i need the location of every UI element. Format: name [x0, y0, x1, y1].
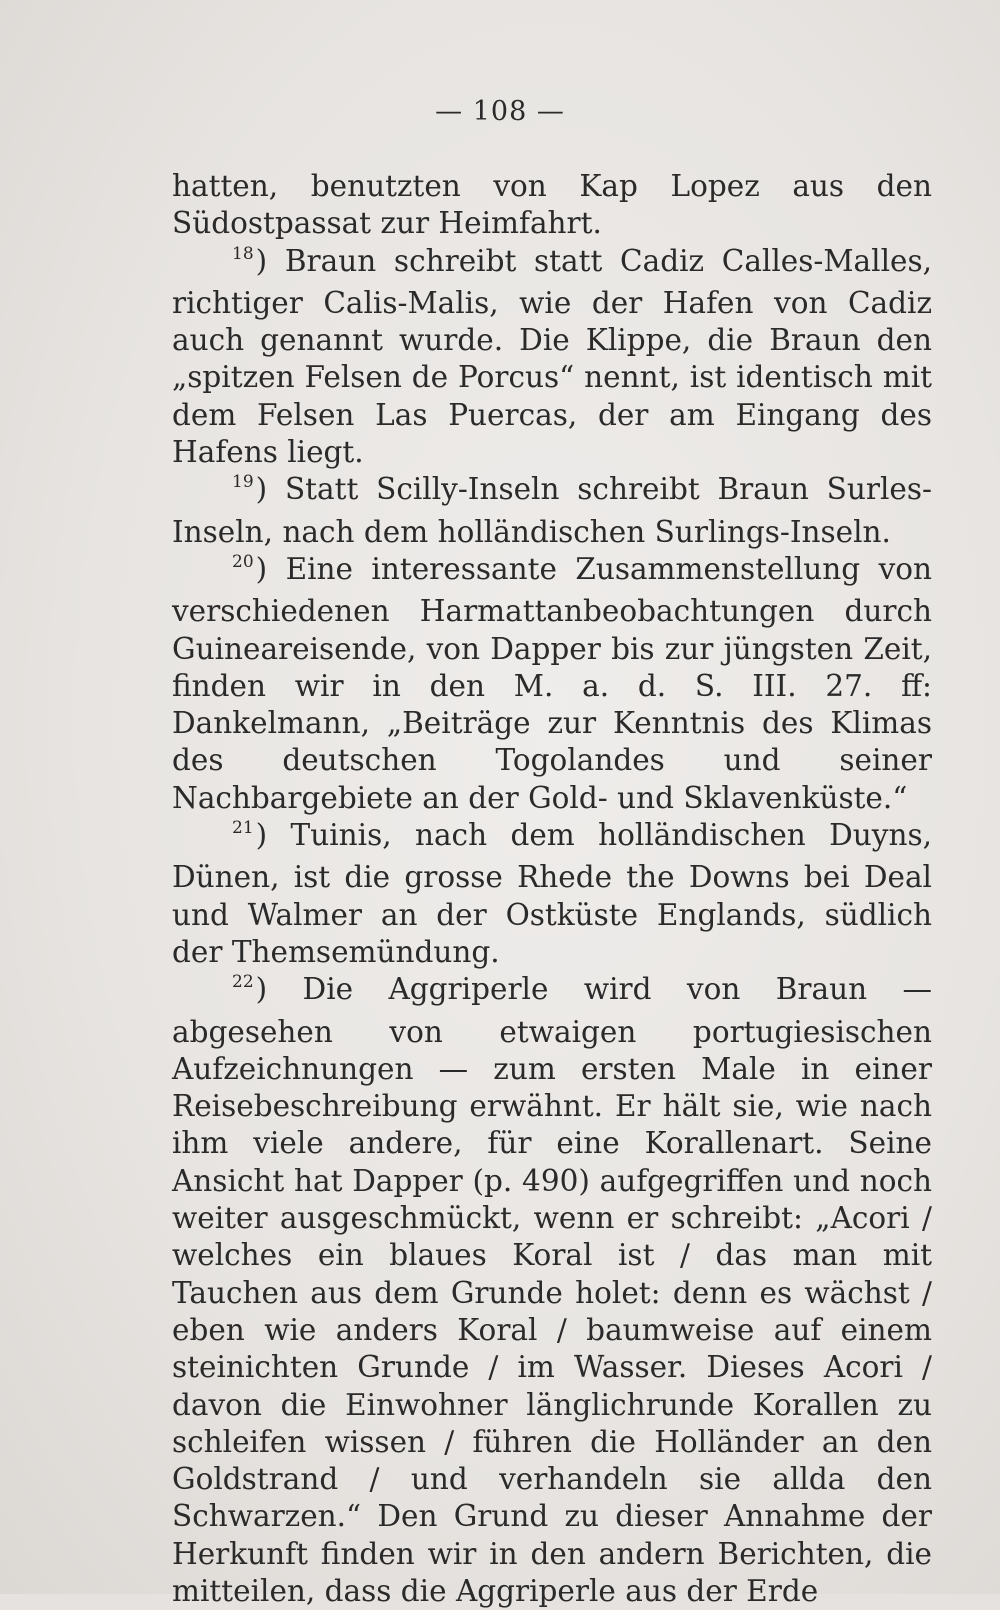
footnote-text: ) Statt Scilly-Inseln schreibt Braun Surles-Inseln, nach dem holländischen Surlings-Inseln. — [172, 472, 932, 549]
page-number-header: — 108 — — [435, 96, 565, 127]
footnote-text: ) Die Aggriperle wird von Braun — abgesehen von etwaigen portugiesischen Aufzeichnungen — zum ersten Male in einer Reisebeschreibung erwähnt. Er hält sie, wie nach ihm viele andere, für eine Korallenart. Seine Ansicht hat Dapper (p. 490) aufgegriffen und noch weiter ausgeschmückt, wenn er schreibt: „Acori / welches ein blaues Koral ist / das man mit Tauchen aus dem Grunde holet: denn es wächst / eben wie anders Koral / baumweise auf einem steinichten Grunde / im Wasser. Dieses Acori / davon die Einwohner länglichrunde Korallen zu schleifen wissen / führen die Holländer an den Goldstrand / und verhandeln sie allda den Schwarzen.“ Den Grund zu dieser Annahme der Herkunft finden wir in den andern Berichten, die mitteilen, dass die Aggriperle aus der Erde — [172, 972, 932, 1608]
footnote-number: 19 — [232, 472, 254, 493]
footnote-text: ) Eine interessante Zusammenstellung von verschiedenen Harmattanbeobachtungen durch Guineareisende, von Dapper bis zur jüngsten Zeit, finden wir in den M. a. d. S. III. 27. ff: Dankelmann, „Beiträge zur Kenntnis des Klimas des deutschen Togolandes und seiner Nachbargebiete an der Gold- und Sklavenküste.“ — [172, 551, 932, 815]
footnote-number: 20 — [232, 551, 254, 572]
footnote-20 — [172, 551, 932, 817]
footnote-22 — [172, 971, 932, 1610]
footnote-21 — [172, 817, 932, 971]
footnote-text: ) Braun schreibt statt Cadiz Calles-Malles, richtiger Calis-Malis, wie der Hafen von Cadiz auch genannt wurde. Die Klippe, die Braun den „spitzen Felsen de Porcus“ nennt, ist identisch mit dem Felsen Las Puercas, der am Eingang des Hafens liegt. — [172, 243, 932, 470]
body-text — [172, 168, 932, 1610]
footnote-number: 18 — [232, 243, 254, 264]
footnote-19 — [172, 471, 932, 551]
paragraph-continuation — [172, 168, 932, 243]
footnote-text: ) Tuinis, nach dem holländischen Duyns, Dünen, ist die grosse Rhede the Downs bei Deal und Walmer an der Ostküste Englands, südlich der Themsemündung. — [172, 818, 932, 969]
footnote-number: 21 — [232, 818, 254, 839]
footnote-number: 22 — [232, 972, 254, 993]
paragraph-text: hatten, benutzten von Kap Lopez aus den Südostpassat zur Heimfahrt. — [172, 169, 932, 241]
footnote-18 — [172, 243, 932, 472]
